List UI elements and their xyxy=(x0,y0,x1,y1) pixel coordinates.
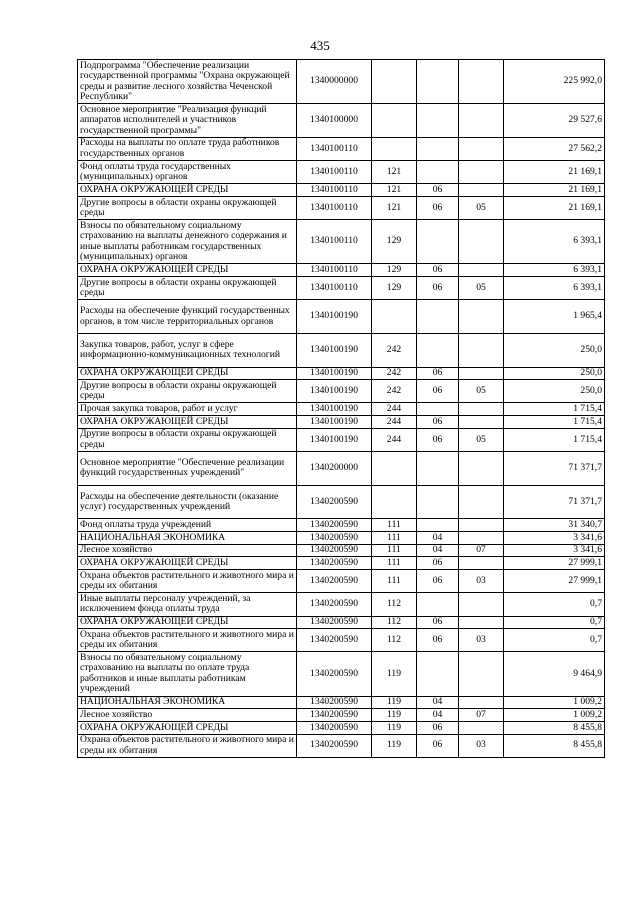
expense-type-cell xyxy=(372,452,417,486)
page-number: 435 xyxy=(310,38,330,53)
table-row xyxy=(78,104,605,138)
target-code-cell: 1340200590 xyxy=(297,544,372,557)
item-name-cell: ОХРАНА ОКРУЖАЮЩЕЙ СРЕДЫ xyxy=(78,184,297,197)
section-cell xyxy=(417,485,459,519)
section-cell xyxy=(417,519,459,532)
subsection-cell xyxy=(459,452,504,486)
subsection-cell xyxy=(459,652,504,696)
section-cell xyxy=(417,333,459,367)
table-row xyxy=(78,734,605,757)
subsection-cell: 05 xyxy=(459,380,504,403)
section-cell: 06 xyxy=(417,264,459,277)
target-code-cell: 1340200590 xyxy=(297,734,372,757)
amount-cell: 8 455,8 xyxy=(504,721,605,734)
amount-cell: 1 715,4 xyxy=(504,428,605,451)
subsection-cell xyxy=(459,696,504,709)
amount-cell: 0,7 xyxy=(504,629,605,652)
target-code-cell: 1340100110 xyxy=(297,196,372,219)
amount-cell: 250,0 xyxy=(504,380,605,403)
subsection-cell xyxy=(459,161,504,184)
table-row xyxy=(78,616,605,629)
target-code-cell: 1340100190 xyxy=(297,333,372,367)
item-name-cell: Прочая закупка товаров, работ и услуг xyxy=(78,403,297,416)
target-code-cell: 1340200000 xyxy=(297,452,372,486)
item-name-cell: НАЦИОНАЛЬНАЯ ЭКОНОМИКА xyxy=(78,696,297,709)
table-row xyxy=(78,652,605,696)
expense-type-cell: 112 xyxy=(372,616,417,629)
subsection-cell: 03 xyxy=(459,734,504,757)
table-row xyxy=(78,161,605,184)
expense-type-cell: 119 xyxy=(372,652,417,696)
section-cell xyxy=(417,220,459,264)
table-row xyxy=(78,544,605,557)
amount-cell: 1 009,2 xyxy=(504,696,605,709)
expense-type-cell: 111 xyxy=(372,532,417,545)
table-row xyxy=(78,416,605,429)
item-name-cell: Иные выплаты персоналу учреждений, за исключением фонда оплаты труда xyxy=(78,593,297,616)
section-cell: 06 xyxy=(417,734,459,757)
expense-type-cell: 244 xyxy=(372,403,417,416)
section-cell: 06 xyxy=(417,629,459,652)
section-cell xyxy=(417,403,459,416)
target-code-cell: 1340100190 xyxy=(297,300,372,334)
section-cell: 06 xyxy=(417,616,459,629)
subsection-cell xyxy=(459,485,504,519)
budget-table-body xyxy=(78,60,605,758)
expense-type-cell: 119 xyxy=(372,696,417,709)
section-cell: 06 xyxy=(417,196,459,219)
expense-type-cell xyxy=(372,60,417,104)
table-row xyxy=(78,696,605,709)
table-row xyxy=(78,519,605,532)
amount-cell: 27 999,1 xyxy=(504,557,605,570)
expense-type-cell: 129 xyxy=(372,264,417,277)
amount-cell: 225 992,0 xyxy=(504,60,605,104)
subsection-cell: 05 xyxy=(459,428,504,451)
section-cell xyxy=(417,593,459,616)
subsection-cell: 03 xyxy=(459,629,504,652)
subsection-cell xyxy=(459,557,504,570)
item-name-cell: Охрана объектов растительного и животного мира и среды их обитания xyxy=(78,570,297,593)
target-code-cell: 1340100110 xyxy=(297,137,372,160)
subsection-cell: 07 xyxy=(459,544,504,557)
subsection-cell xyxy=(459,220,504,264)
section-cell: 06 xyxy=(417,367,459,380)
table-row xyxy=(78,629,605,652)
table-row xyxy=(78,485,605,519)
item-name-cell: Взносы по обязательному социальному страхованию на выплаты денежного содержания и иные выплаты работникам государственных (муниципальных) органов xyxy=(78,220,297,264)
subsection-cell xyxy=(459,104,504,138)
amount-cell: 6 393,1 xyxy=(504,220,605,264)
amount-cell: 250,0 xyxy=(504,367,605,380)
item-name-cell: НАЦИОНАЛЬНАЯ ЭКОНОМИКА xyxy=(78,532,297,545)
expense-type-cell xyxy=(372,300,417,334)
table-row xyxy=(78,721,605,734)
section-cell xyxy=(417,104,459,138)
item-name-cell: Расходы на обеспечение функций государственных органов, в том числе территориальных органов xyxy=(78,300,297,334)
table-row xyxy=(78,333,605,367)
target-code-cell: 1340100110 xyxy=(297,264,372,277)
item-name-cell: Охрана объектов растительного и животного мира и среды их обитания xyxy=(78,734,297,757)
item-name-cell: Расходы на обеспечение деятельности (оказание услуг) государственных учреждений xyxy=(78,485,297,519)
expense-type-cell: 244 xyxy=(372,428,417,451)
section-cell: 04 xyxy=(417,709,459,722)
table-row xyxy=(78,300,605,334)
expense-type-cell: 119 xyxy=(372,734,417,757)
target-code-cell: 1340100110 xyxy=(297,161,372,184)
amount-cell: 6 393,1 xyxy=(504,264,605,277)
target-code-cell: 1340200590 xyxy=(297,709,372,722)
item-name-cell: ОХРАНА ОКРУЖАЮЩЕЙ СРЕДЫ xyxy=(78,616,297,629)
amount-cell: 21 169,1 xyxy=(504,184,605,197)
expense-type-cell: 242 xyxy=(372,380,417,403)
target-code-cell: 1340200590 xyxy=(297,593,372,616)
expense-type-cell: 119 xyxy=(372,709,417,722)
item-name-cell: Лесное хозяйство xyxy=(78,709,297,722)
item-name-cell: Основное мероприятие "Реализация функций аппаратов исполнителей и участников государственной программы" xyxy=(78,104,297,138)
section-cell: 04 xyxy=(417,544,459,557)
target-code-cell: 1340200590 xyxy=(297,721,372,734)
amount-cell: 3 341,6 xyxy=(504,532,605,545)
section-cell xyxy=(417,300,459,334)
subsection-cell xyxy=(459,367,504,380)
target-code-cell: 1340100110 xyxy=(297,184,372,197)
expense-type-cell: 111 xyxy=(372,519,417,532)
table-row xyxy=(78,277,605,300)
amount-cell: 27 999,1 xyxy=(504,570,605,593)
amount-cell: 3 341,6 xyxy=(504,544,605,557)
target-code-cell: 1340100190 xyxy=(297,403,372,416)
item-name-cell: ОХРАНА ОКРУЖАЮЩЕЙ СРЕДЫ xyxy=(78,557,297,570)
table-row xyxy=(78,137,605,160)
subsection-cell xyxy=(459,616,504,629)
target-code-cell: 1340000000 xyxy=(297,60,372,104)
amount-cell: 0,7 xyxy=(504,593,605,616)
item-name-cell: Основное мероприятие "Обеспечение реализации функций государственных учреждений" xyxy=(78,452,297,486)
expense-type-cell: 119 xyxy=(372,721,417,734)
item-name-cell: ОХРАНА ОКРУЖАЮЩЕЙ СРЕДЫ xyxy=(78,721,297,734)
section-cell xyxy=(417,137,459,160)
item-name-cell: Фонд оплаты труда государственных (муниципальных) органов xyxy=(78,161,297,184)
expense-type-cell: 121 xyxy=(372,161,417,184)
amount-cell: 21 169,1 xyxy=(504,196,605,219)
subsection-cell xyxy=(459,184,504,197)
target-code-cell: 1340100190 xyxy=(297,428,372,451)
table-row xyxy=(78,593,605,616)
amount-cell: 71 371,7 xyxy=(504,452,605,486)
expense-type-cell: 242 xyxy=(372,333,417,367)
table-row xyxy=(78,220,605,264)
expense-type-cell: 129 xyxy=(372,220,417,264)
table-row xyxy=(78,428,605,451)
section-cell: 06 xyxy=(417,570,459,593)
subsection-cell xyxy=(459,416,504,429)
table-row xyxy=(78,380,605,403)
table-row xyxy=(78,184,605,197)
section-cell: 06 xyxy=(417,380,459,403)
amount-cell: 21 169,1 xyxy=(504,161,605,184)
item-name-cell: Охрана объектов растительного и животного мира и среды их обитания xyxy=(78,629,297,652)
item-name-cell: Подпрограмма "Обеспечение реализации государственной программы "Охрана окружающей среды и развитие лесного хозяйства Чеченской Республики" xyxy=(78,60,297,104)
table-row xyxy=(78,196,605,219)
amount-cell: 29 527,6 xyxy=(504,104,605,138)
section-cell: 06 xyxy=(417,184,459,197)
expense-type-cell xyxy=(372,137,417,160)
expense-type-cell: 244 xyxy=(372,416,417,429)
expense-type-cell: 129 xyxy=(372,277,417,300)
section-cell xyxy=(417,452,459,486)
table-row xyxy=(78,60,605,104)
amount-cell: 6 393,1 xyxy=(504,277,605,300)
target-code-cell: 1340100000 xyxy=(297,104,372,138)
target-code-cell: 1340100190 xyxy=(297,367,372,380)
item-name-cell: Лесное хозяйство xyxy=(78,544,297,557)
subsection-cell: 05 xyxy=(459,196,504,219)
item-name-cell: Взносы по обязательному социальному страхованию на выплаты по оплате труда работников и иные выплаты работникам учреждений xyxy=(78,652,297,696)
section-cell: 06 xyxy=(417,721,459,734)
amount-cell: 71 371,7 xyxy=(504,485,605,519)
section-cell: 04 xyxy=(417,696,459,709)
expense-type-cell: 242 xyxy=(372,367,417,380)
subsection-cell xyxy=(459,333,504,367)
section-cell xyxy=(417,60,459,104)
subsection-cell xyxy=(459,137,504,160)
expense-type-cell xyxy=(372,104,417,138)
section-cell: 06 xyxy=(417,277,459,300)
subsection-cell xyxy=(459,721,504,734)
target-code-cell: 1340100190 xyxy=(297,380,372,403)
subsection-cell xyxy=(459,593,504,616)
table-row xyxy=(78,264,605,277)
item-name-cell: ОХРАНА ОКРУЖАЮЩЕЙ СРЕДЫ xyxy=(78,367,297,380)
target-code-cell: 1340200590 xyxy=(297,696,372,709)
item-name-cell: Другие вопросы в области охраны окружающей среды xyxy=(78,196,297,219)
target-code-cell: 1340100110 xyxy=(297,277,372,300)
amount-cell: 1 009,2 xyxy=(504,709,605,722)
amount-cell: 1 715,4 xyxy=(504,403,605,416)
amount-cell: 0,7 xyxy=(504,616,605,629)
expense-type-cell xyxy=(372,485,417,519)
table-row xyxy=(78,570,605,593)
item-name-cell: Другие вопросы в области охраны окружающей среды xyxy=(78,428,297,451)
item-name-cell: Закупка товаров, работ, услуг в сфере информационно-коммуникационных технологий xyxy=(78,333,297,367)
expense-type-cell: 111 xyxy=(372,544,417,557)
table-row xyxy=(78,532,605,545)
target-code-cell: 1340200590 xyxy=(297,485,372,519)
expense-type-cell: 121 xyxy=(372,196,417,219)
target-code-cell: 1340200590 xyxy=(297,570,372,593)
expense-type-cell: 121 xyxy=(372,184,417,197)
subsection-cell: 05 xyxy=(459,277,504,300)
expense-type-cell: 111 xyxy=(372,557,417,570)
budget-table xyxy=(77,59,605,758)
amount-cell: 8 455,8 xyxy=(504,734,605,757)
table-row xyxy=(78,367,605,380)
subsection-cell: 03 xyxy=(459,570,504,593)
amount-cell: 1 965,4 xyxy=(504,300,605,334)
amount-cell: 1 715,4 xyxy=(504,416,605,429)
table-row xyxy=(78,557,605,570)
expense-type-cell: 112 xyxy=(372,629,417,652)
subsection-cell: 07 xyxy=(459,709,504,722)
item-name-cell: Расходы на выплаты по оплате труда работников государственных органов xyxy=(78,137,297,160)
amount-cell: 27 562,2 xyxy=(504,137,605,160)
subsection-cell xyxy=(459,519,504,532)
expense-type-cell: 112 xyxy=(372,593,417,616)
target-code-cell: 1340200590 xyxy=(297,629,372,652)
section-cell xyxy=(417,161,459,184)
item-name-cell: Другие вопросы в области охраны окружающей среды xyxy=(78,277,297,300)
section-cell xyxy=(417,652,459,696)
subsection-cell xyxy=(459,403,504,416)
table-row xyxy=(78,452,605,486)
item-name-cell: Фонд оплаты труда учреждений xyxy=(78,519,297,532)
section-cell: 06 xyxy=(417,416,459,429)
target-code-cell: 1340200590 xyxy=(297,557,372,570)
target-code-cell: 1340200590 xyxy=(297,532,372,545)
amount-cell: 250,0 xyxy=(504,333,605,367)
target-code-cell: 1340200590 xyxy=(297,652,372,696)
subsection-cell xyxy=(459,300,504,334)
target-code-cell: 1340200590 xyxy=(297,519,372,532)
expense-type-cell: 111 xyxy=(372,570,417,593)
item-name-cell: ОХРАНА ОКРУЖАЮЩЕЙ СРЕДЫ xyxy=(78,416,297,429)
target-code-cell: 1340200590 xyxy=(297,616,372,629)
subsection-cell xyxy=(459,532,504,545)
item-name-cell: ОХРАНА ОКРУЖАЮЩЕЙ СРЕДЫ xyxy=(78,264,297,277)
section-cell: 04 xyxy=(417,532,459,545)
subsection-cell xyxy=(459,60,504,104)
table-row xyxy=(78,403,605,416)
target-code-cell: 1340100190 xyxy=(297,416,372,429)
table-row xyxy=(78,709,605,722)
target-code-cell: 1340100110 xyxy=(297,220,372,264)
section-cell: 06 xyxy=(417,428,459,451)
amount-cell: 9 464,9 xyxy=(504,652,605,696)
section-cell: 06 xyxy=(417,557,459,570)
subsection-cell xyxy=(459,264,504,277)
item-name-cell: Другие вопросы в области охраны окружающей среды xyxy=(78,380,297,403)
amount-cell: 31 340,7 xyxy=(504,519,605,532)
